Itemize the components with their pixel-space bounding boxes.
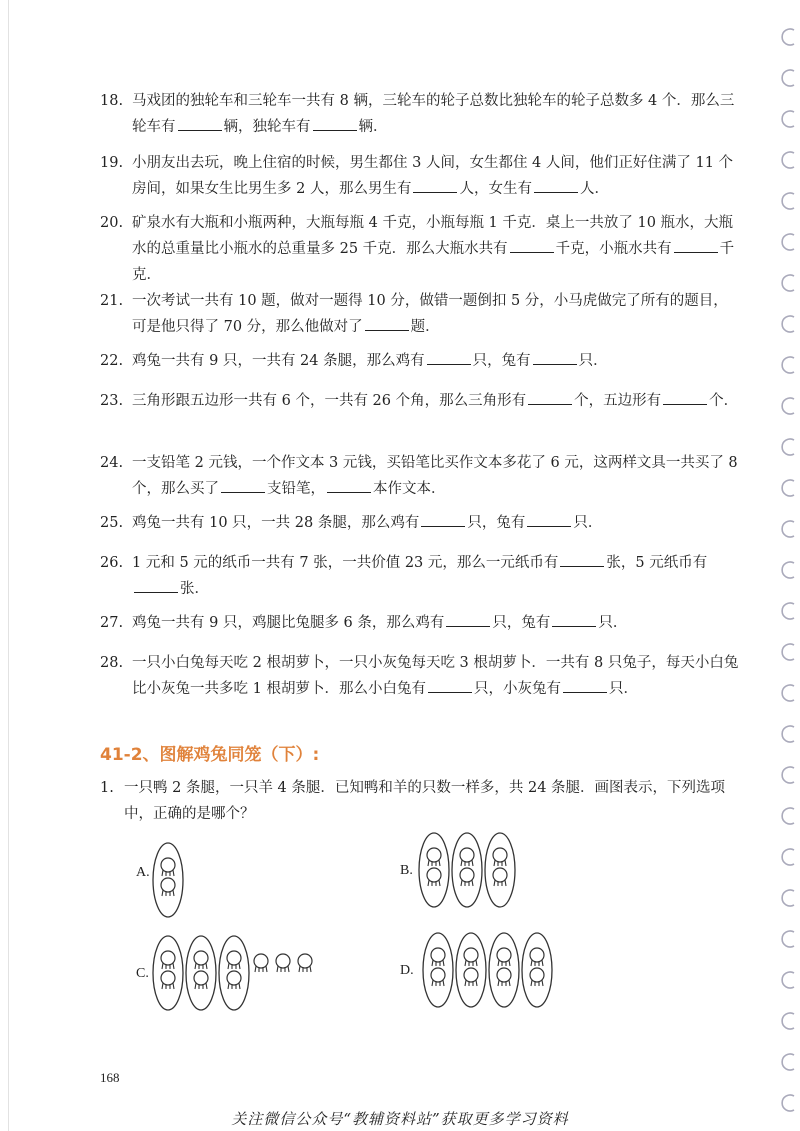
binder-hole	[782, 29, 794, 45]
answer-blank[interactable]	[178, 116, 222, 131]
group-oval	[485, 833, 515, 907]
question-text-part: 题．	[410, 319, 440, 335]
binder-hole	[782, 398, 794, 414]
loose-head	[276, 954, 290, 972]
animal-head	[427, 848, 441, 866]
animal-head	[227, 971, 241, 989]
group-oval	[489, 933, 519, 1007]
question-text-part: 人．	[579, 181, 609, 197]
answer-blank[interactable]	[327, 478, 371, 493]
page-number: 168	[100, 1070, 120, 1085]
answer-blank[interactable]	[413, 178, 457, 193]
question-number: 21.	[100, 293, 124, 309]
question-text-part: 矿泉水有大瓶和小瓶两种，大瓶每瓶 4 千克，小瓶每瓶 1 千克．桌上一共放了 10 瓶水，大瓶水的总重量比小瓶水的总重量多 25 千克．那么大瓶水共有	[132, 215, 734, 257]
option-b-figure	[418, 830, 558, 914]
question-text-part: 本作文本．	[373, 481, 446, 497]
group-oval	[423, 933, 453, 1007]
question-text-part: 只．	[573, 515, 603, 531]
question-text-part: 1 元和 5 元的纸币一共有 7 张，一共价值 23 元，那么一元纸币有	[132, 555, 559, 571]
animal-head	[493, 848, 507, 866]
question-text-part: 辆，独轮车有	[223, 119, 311, 135]
question-text-part: 只．	[598, 615, 628, 631]
binder-hole	[782, 767, 794, 783]
animal-head	[497, 948, 511, 966]
binder-hole	[782, 111, 794, 127]
answer-blank[interactable]	[563, 678, 607, 693]
sub-question	[100, 775, 740, 827]
question-item	[100, 388, 740, 414]
question-text-part: 只．	[578, 353, 608, 369]
binder-hole	[782, 1095, 794, 1111]
animal-head	[493, 868, 507, 886]
binder-hole	[782, 193, 794, 209]
option-b-label: B.	[400, 863, 413, 878]
question-number: 18.	[100, 93, 124, 109]
question-text-part: 马戏团的独轮车和三轮车一共有 8 辆，三轮车的轮子总数比独轮车的轮子总数多 4 个．那么三轮车有	[132, 93, 735, 135]
answer-blank[interactable]	[313, 116, 357, 131]
answer-blank[interactable]	[446, 612, 490, 627]
binder-hole	[782, 890, 794, 906]
answer-blank[interactable]	[533, 350, 577, 365]
answer-blank[interactable]	[221, 478, 265, 493]
question-text-part: 鸡兔一共有 10 只，一共 28 条腿，那么鸡有	[132, 515, 420, 531]
binder-hole	[782, 1054, 794, 1070]
answer-blank[interactable]	[534, 178, 578, 193]
question-item	[100, 150, 740, 202]
animal-head	[530, 968, 544, 986]
question-text	[100, 450, 740, 502]
question-text	[100, 388, 740, 414]
page-edge-line	[8, 0, 9, 1131]
binder-hole	[782, 726, 794, 742]
animal-head	[161, 878, 175, 896]
binder-holes	[770, 0, 800, 1131]
question-text-part: 张．	[180, 581, 209, 597]
question-text-part: 一只小白兔每天吃 2 根胡萝卜，一只小灰兔每天吃 3 根胡萝卜．一共有 8 只兔子，每天小白兔比小灰兔一共多吃 1 根胡萝卜．那么小白兔有	[132, 655, 739, 697]
sub-question-text: 一只鸭 2 条腿，一只羊 4 条腿．已知鸭和羊的只数一样多，共 24 条腿．画图表示，下列选项中，正确的是哪个？	[124, 780, 726, 822]
group-oval	[153, 936, 183, 1010]
question-text-part: 鸡兔一共有 9 只，鸡腿比兔腿多 6 条，那么鸡有	[132, 615, 445, 631]
animal-head	[497, 968, 511, 986]
answer-blank[interactable]	[674, 238, 718, 253]
option-c-label: C.	[136, 966, 149, 981]
group-oval	[419, 833, 449, 907]
loose-head	[254, 954, 268, 972]
animal-head	[431, 948, 445, 966]
answer-blank[interactable]	[528, 390, 572, 405]
binder-hole	[782, 603, 794, 619]
binder-hole	[782, 234, 794, 250]
option-a-figure	[152, 840, 272, 920]
binder-hole	[782, 480, 794, 496]
answer-blank[interactable]	[510, 238, 554, 253]
answer-blank[interactable]	[560, 552, 604, 567]
question-text-part: 辆．	[358, 119, 388, 135]
question-item	[100, 650, 740, 702]
question-number: 27.	[100, 615, 124, 631]
question-text-part: 只，兔有	[472, 353, 531, 369]
binder-hole	[782, 972, 794, 988]
binder-hole	[782, 152, 794, 168]
binder-hole	[782, 70, 794, 86]
question-number: 26.	[100, 555, 124, 571]
question-text-part: 张，5 元纸币有	[606, 555, 708, 571]
answer-blank[interactable]	[663, 390, 707, 405]
question-text-part: 只．	[608, 681, 638, 697]
option-c-figure	[152, 933, 372, 1017]
binder-hole	[782, 644, 794, 660]
question-text-part: 一支铅笔 2 元钱，一个作文本 3 元钱，买铅笔比买作文本多花了 6 元，这两样文具一共买了 8 个，那么买了	[132, 455, 738, 497]
question-text-part: 鸡兔一共有 9 只，一共有 24 条腿，那么鸡有	[132, 353, 425, 369]
footer-note: 关注微信公众号“教辅资料站”获取更多学习资料	[231, 1110, 569, 1128]
question-text-part: 千克，小瓶水共有	[555, 241, 672, 257]
question-text-part: 一次考试一共有 10 题，做对一题得 10 分，做错一题倒扣 5 分，小马虎做完了所有的题目，可是他只得了 70 分，那么他做对了	[132, 293, 728, 335]
question-text-part: 只，兔有	[492, 615, 551, 631]
question-item	[100, 450, 740, 502]
answer-blank[interactable]	[134, 578, 178, 593]
question-text	[100, 550, 740, 602]
question-text	[100, 150, 740, 202]
option-a-label: A.	[136, 865, 150, 880]
question-item	[100, 88, 740, 140]
question-text-part: 个．	[709, 393, 739, 409]
question-text-part: 个，五边形有	[574, 393, 662, 409]
section-title: 41-2、图解鸡兔同笼（下）:	[100, 745, 320, 765]
question-item	[100, 510, 740, 536]
animal-head	[464, 948, 478, 966]
animal-head	[460, 868, 474, 886]
question-text	[100, 650, 740, 702]
answer-blank[interactable]	[527, 512, 571, 527]
animal-head	[431, 968, 445, 986]
binder-hole	[782, 357, 794, 373]
group-oval	[452, 833, 482, 907]
question-item	[100, 288, 740, 340]
group-oval	[456, 933, 486, 1007]
question-text-part: 小朋友出去玩，晚上住宿的时候，男生都住 3 人间，女生都住 4 人间，他们正好住满了 11 个房间，如果女生比男生多 2 人，那么男生有	[132, 155, 734, 197]
group-oval	[219, 936, 249, 1010]
question-text-part: 千克．	[132, 241, 735, 283]
binder-hole	[782, 275, 794, 291]
animal-head	[194, 951, 208, 969]
question-text	[100, 348, 740, 374]
question-text-part: 三角形跟五边形一共有 6 个，一共有 26 个角，那么三角形有	[132, 393, 527, 409]
animal-head	[227, 951, 241, 969]
answer-blank[interactable]	[552, 612, 596, 627]
question-text-part: 只，小灰兔有	[473, 681, 561, 697]
group-oval	[186, 936, 216, 1010]
option-d-label: D.	[400, 963, 414, 978]
question-item	[100, 550, 740, 602]
question-number: 20.	[100, 215, 124, 231]
question-number: 24.	[100, 455, 124, 471]
answer-blank[interactable]	[428, 678, 472, 693]
loose-head	[298, 954, 312, 972]
question-text-part: 只，兔有	[467, 515, 526, 531]
binder-hole	[782, 1013, 794, 1029]
binder-hole	[782, 685, 794, 701]
question-item	[100, 210, 740, 288]
binder-hole	[782, 521, 794, 537]
binder-hole	[782, 316, 794, 332]
question-item	[100, 610, 740, 636]
animal-head	[161, 971, 175, 989]
binder-hole	[782, 439, 794, 455]
group-oval	[522, 933, 552, 1007]
group-oval	[153, 843, 183, 917]
question-item	[100, 348, 740, 374]
question-number: 22.	[100, 353, 124, 369]
animal-head	[161, 951, 175, 969]
animal-head	[427, 868, 441, 886]
question-text	[100, 288, 740, 340]
question-text-part: 人，女生有	[459, 181, 532, 197]
animal-head	[194, 971, 208, 989]
answer-blank[interactable]	[421, 512, 465, 527]
question-text	[100, 610, 740, 636]
question-number: 25.	[100, 515, 124, 531]
binder-hole	[782, 562, 794, 578]
sub-question-number: 1.	[100, 780, 114, 796]
answer-blank[interactable]	[427, 350, 471, 365]
question-text-part: 支铅笔，	[267, 481, 325, 497]
animal-head	[464, 968, 478, 986]
answer-blank[interactable]	[365, 316, 409, 331]
question-number: 23.	[100, 393, 124, 409]
animal-head	[460, 848, 474, 866]
question-text	[100, 88, 740, 140]
question-number: 28.	[100, 655, 124, 671]
question-number: 19.	[100, 155, 124, 171]
animal-head	[161, 858, 175, 876]
question-text	[100, 210, 740, 288]
animal-head	[530, 948, 544, 966]
question-text	[100, 510, 740, 536]
option-d-figure	[422, 930, 592, 1014]
binder-hole	[782, 808, 794, 824]
binder-hole	[782, 931, 794, 947]
binder-hole	[782, 849, 794, 865]
